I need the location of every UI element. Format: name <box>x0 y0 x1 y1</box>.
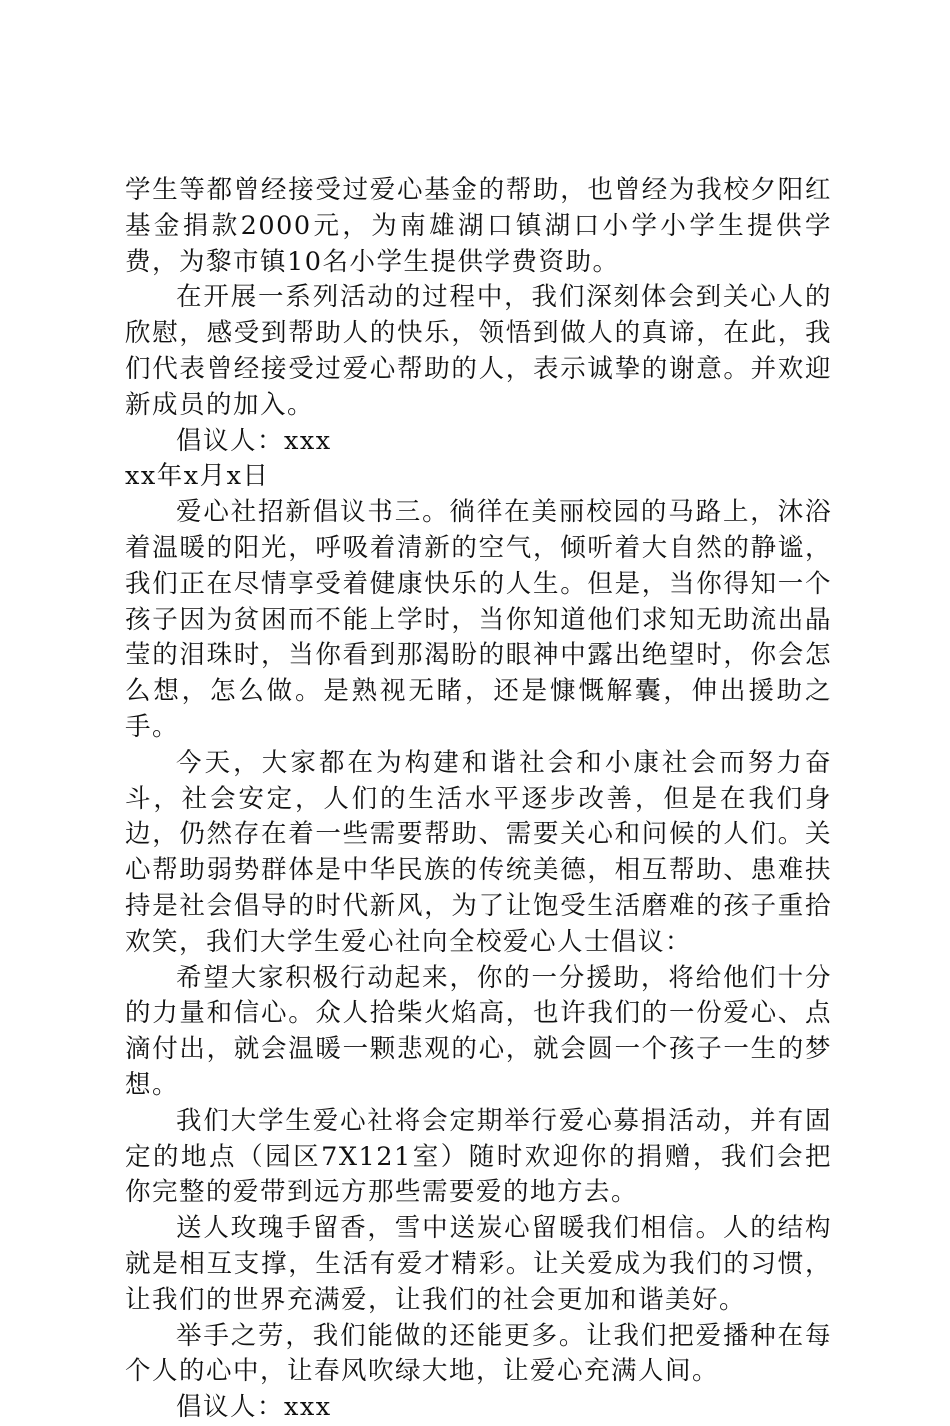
paragraph-donation-history: 学生等都曾经接受过爱心基金的帮助，也曾经为我校夕阳红基金捐款2000元，为南雄湖口镇湖口小学小学生提供学费，为黎市镇10名小学生提供学费资助。 <box>125 175 832 277</box>
signature-initiator-2: 倡议人：xxx <box>176 1392 332 1423</box>
document-body <box>125 173 832 1426</box>
paragraph-society-context: 今天，大家都在为构建和谐社会和小康社会而努力奋斗，社会安定，人们的生活水平逐步改善，但是在我们身边，仍然存在着一些需要帮助、需要关心和问候的人们。关心帮助弱势群体是中华民族的传统美德，相互帮助、患难扶持是社会倡导的时代新风，为了让饱受生活磨难的孩子重拾欢笑，我们大学生爱心社向全校爱心人士倡议： <box>125 747 832 957</box>
paragraph-call-to-action: 希望大家积极行动起来，你的一分援助，将给他们十分的力量和信心。众人拾柴火焰高，也许我们的一份爱心、点滴付出，就会温暖一颗悲观的心，就会圆一个孩子一生的梦想。 <box>125 962 832 1100</box>
paragraph-proposal-three-intro: 爱心社招新倡议书三。徜徉在美丽校园的马路上，沐浴着温暖的阳光，呼吸着清新的空气，倾听着大自然的静谧，我们正在尽情享受着健康快乐的人生。但是，当你得知一个孩子因为贫困而不能上学时，当你知道他们求知无助流出晶莹的泪珠时，当你看到那渴盼的眼神中露出绝望时，你会怎么想，怎么做。是熟视无睹，还是慷慨解囊，伸出援助之手。 <box>125 497 832 742</box>
paragraph-roses: 送人玫瑰手留香，雪中送炭心留暖我们相信。人的结构就是相互支撑，生活有爱才精彩。让关爱成为我们的习惯，让我们的世界充满爱，让我们的社会更加和谐美好。 <box>125 1213 832 1315</box>
signature-initiator-1: 倡议人：xxx <box>176 425 332 456</box>
date-line: xx年x月x日 <box>125 461 270 492</box>
paragraph-gratitude: 在开展一系列活动的过程中，我们深刻体会到关心人的欣慰，感受到帮助人的快乐，领悟到做人的真谛，在此，我们代表曾经接受过爱心帮助的人，表示诚挚的谢意。并欢迎新成员的加入。 <box>125 282 832 420</box>
paragraph-donation-location: 我们大学生爱心社将会定期举行爱心募捐活动，并有固定的地点（园区7X121室）随时欢迎你的捐赠，我们会把你完整的爱带到远方那些需要爱的地方去。 <box>125 1105 832 1208</box>
paragraph-closing: 举手之劳，我们能做的还能更多。让我们把爱播种在每个人的心中，让春风吹绿大地，让爱心充满人间。 <box>125 1320 832 1387</box>
